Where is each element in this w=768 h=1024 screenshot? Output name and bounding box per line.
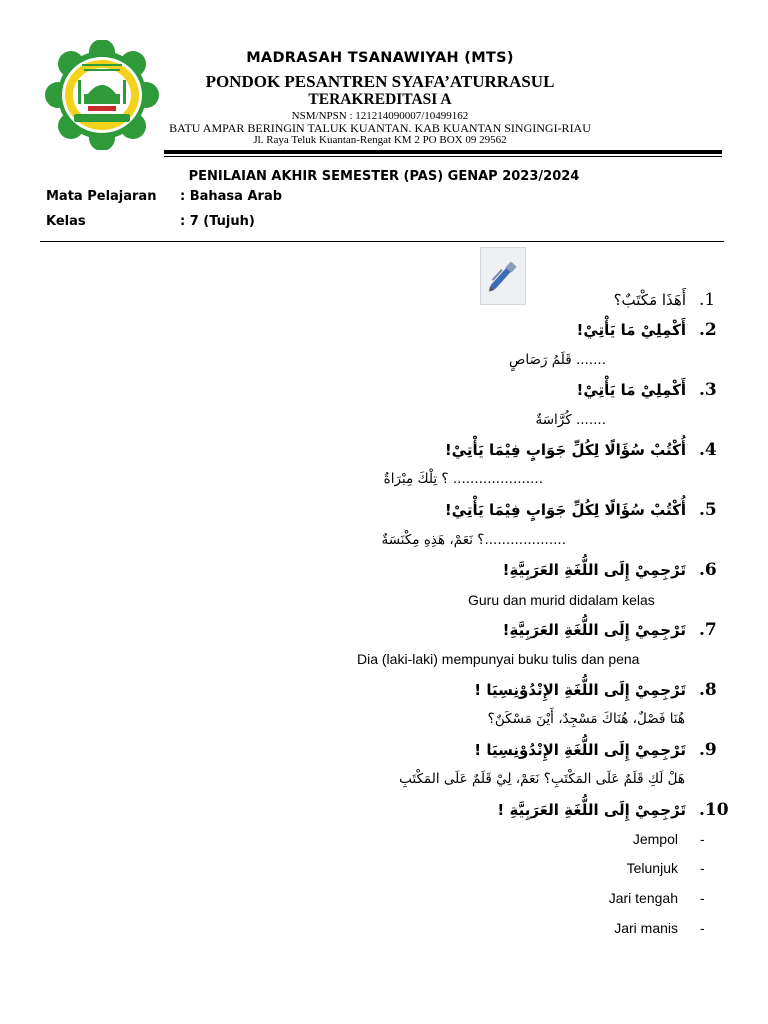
list-item: Jempol (632, 831, 678, 847)
question-text: أَهَذَا مَكْتَبٌ؟ (613, 291, 686, 309)
question-text: تَرْجِمِيْ إِلَى اللُّغَةِ العَرَبِيَّةِ ! (497, 801, 686, 819)
answer-line: ....... قَلَمُ رَصَاصٍ (509, 352, 606, 368)
translate-sentence: Dia (laki-laki) mempunyai buku tulis dan pena (357, 651, 640, 667)
list-item: Jari tengah (608, 890, 678, 906)
list-bullet: - (700, 860, 705, 876)
class-value: : 7 (Tujuh) (180, 214, 255, 229)
question-number: .4 (699, 440, 717, 460)
translate-sentence: Guru dan murid didalam kelas (468, 592, 655, 608)
header-divider-thick (164, 150, 722, 154)
subject-label: Mata Pelajaran (46, 189, 157, 204)
list-bullet: - (700, 920, 705, 936)
question-text: تَرْجِمِيْ إِلَى اللُّغَةِ العَرَبِيَّةِ! (502, 561, 686, 579)
list-item: Telunjuk (626, 860, 678, 876)
answer-line: ....... كُرَّاسَةٌ (535, 412, 606, 428)
question-number: .10 (699, 800, 729, 820)
list-bullet: - (700, 890, 705, 906)
boarding-school-name: PONDOK PESANTREN SYAFA’ATURRASUL (205, 72, 555, 91)
exam-title: PENILAIAN AKHIR SEMESTER (PAS) GENAP 2023/2024 (188, 169, 580, 184)
question-number: .5 (699, 500, 717, 520)
question-number: .6 (699, 560, 717, 580)
question-number: .7 (699, 620, 717, 640)
question-text: أُكْتُبْ سُؤَالًا لِكُلِّ جَوَابٍ فِيْمَا يَأْتِيْ! (444, 501, 686, 519)
school-name: MADRASAH TSANAWIYAH (MTS) (246, 50, 514, 66)
translate-sentence: هُنَا فَصْلٌ، هُنَاكَ مَسْجِدٌ، أَيْنَ مَسْكَنٌ؟ (487, 711, 685, 727)
answer-line: ...................؟ نَعَمْ، هَذِهِ مِكْنَسَةٌ (381, 532, 566, 548)
list-bullet: - (700, 831, 705, 847)
address-line-1: BATU AMPAR BERINGIN TALUK KUANTAN. KAB KUANTAN SINGINGI-RIAU (169, 121, 591, 135)
subject-value: : Bahasa Arab (180, 189, 283, 204)
address-line-2: Jl. Raya Teluk Kuantan-Rengat KM 2 PO BOX 09 29562 (253, 134, 507, 146)
question-text: تَرْجِمِيْ إِلَى اللُّغَةِ الإِنْدُوْنِسِيَا ! (474, 681, 686, 699)
list-item: Jari manis (614, 920, 678, 936)
question-number: .9 (699, 740, 717, 760)
question-number: .1 (699, 290, 716, 310)
header-divider-thin (164, 156, 722, 157)
translate-sentence: هَلْ لَكِ قَلَمٌ عَلَى المَكْتَبِ؟ نَعَمْ، لِيْ قَلَمٌ عَلَى المَكْتَبِ (399, 771, 685, 787)
school-emblem-icon (38, 40, 166, 150)
question-text: أَكْمِلِيْ مَا يَأْتِيْ! (576, 381, 686, 399)
question-number: .2 (699, 320, 717, 340)
question-number: .8 (699, 680, 717, 700)
question-text: أُكْتُبْ سُؤَالًا لِكُلِّ جَوَابٍ فِيْمَا يَأْتِيْ! (444, 441, 686, 459)
question-number: .3 (699, 380, 717, 400)
question-text: أَكْمِلِيْ مَا يَأْتِيْ! (576, 321, 686, 339)
pen-icon (480, 247, 526, 305)
nsm-npsn: NSM/NPSN : 121214090007/10499162 (291, 110, 469, 122)
info-divider (40, 241, 724, 242)
accreditation: TERAKREDITASI A (308, 91, 452, 108)
question-text: تَرْجِمِيْ إِلَى اللُّغَةِ الإِنْدُوْنِسِيَا ! (474, 741, 686, 759)
question-text: تَرْجِمِيْ إِلَى اللُّغَةِ العَرَبِيَّةِ! (502, 621, 686, 639)
class-label: Kelas (46, 214, 86, 229)
answer-line: ..................... ؟ تِلْكَ مِبْرَاةٌ (383, 471, 543, 487)
